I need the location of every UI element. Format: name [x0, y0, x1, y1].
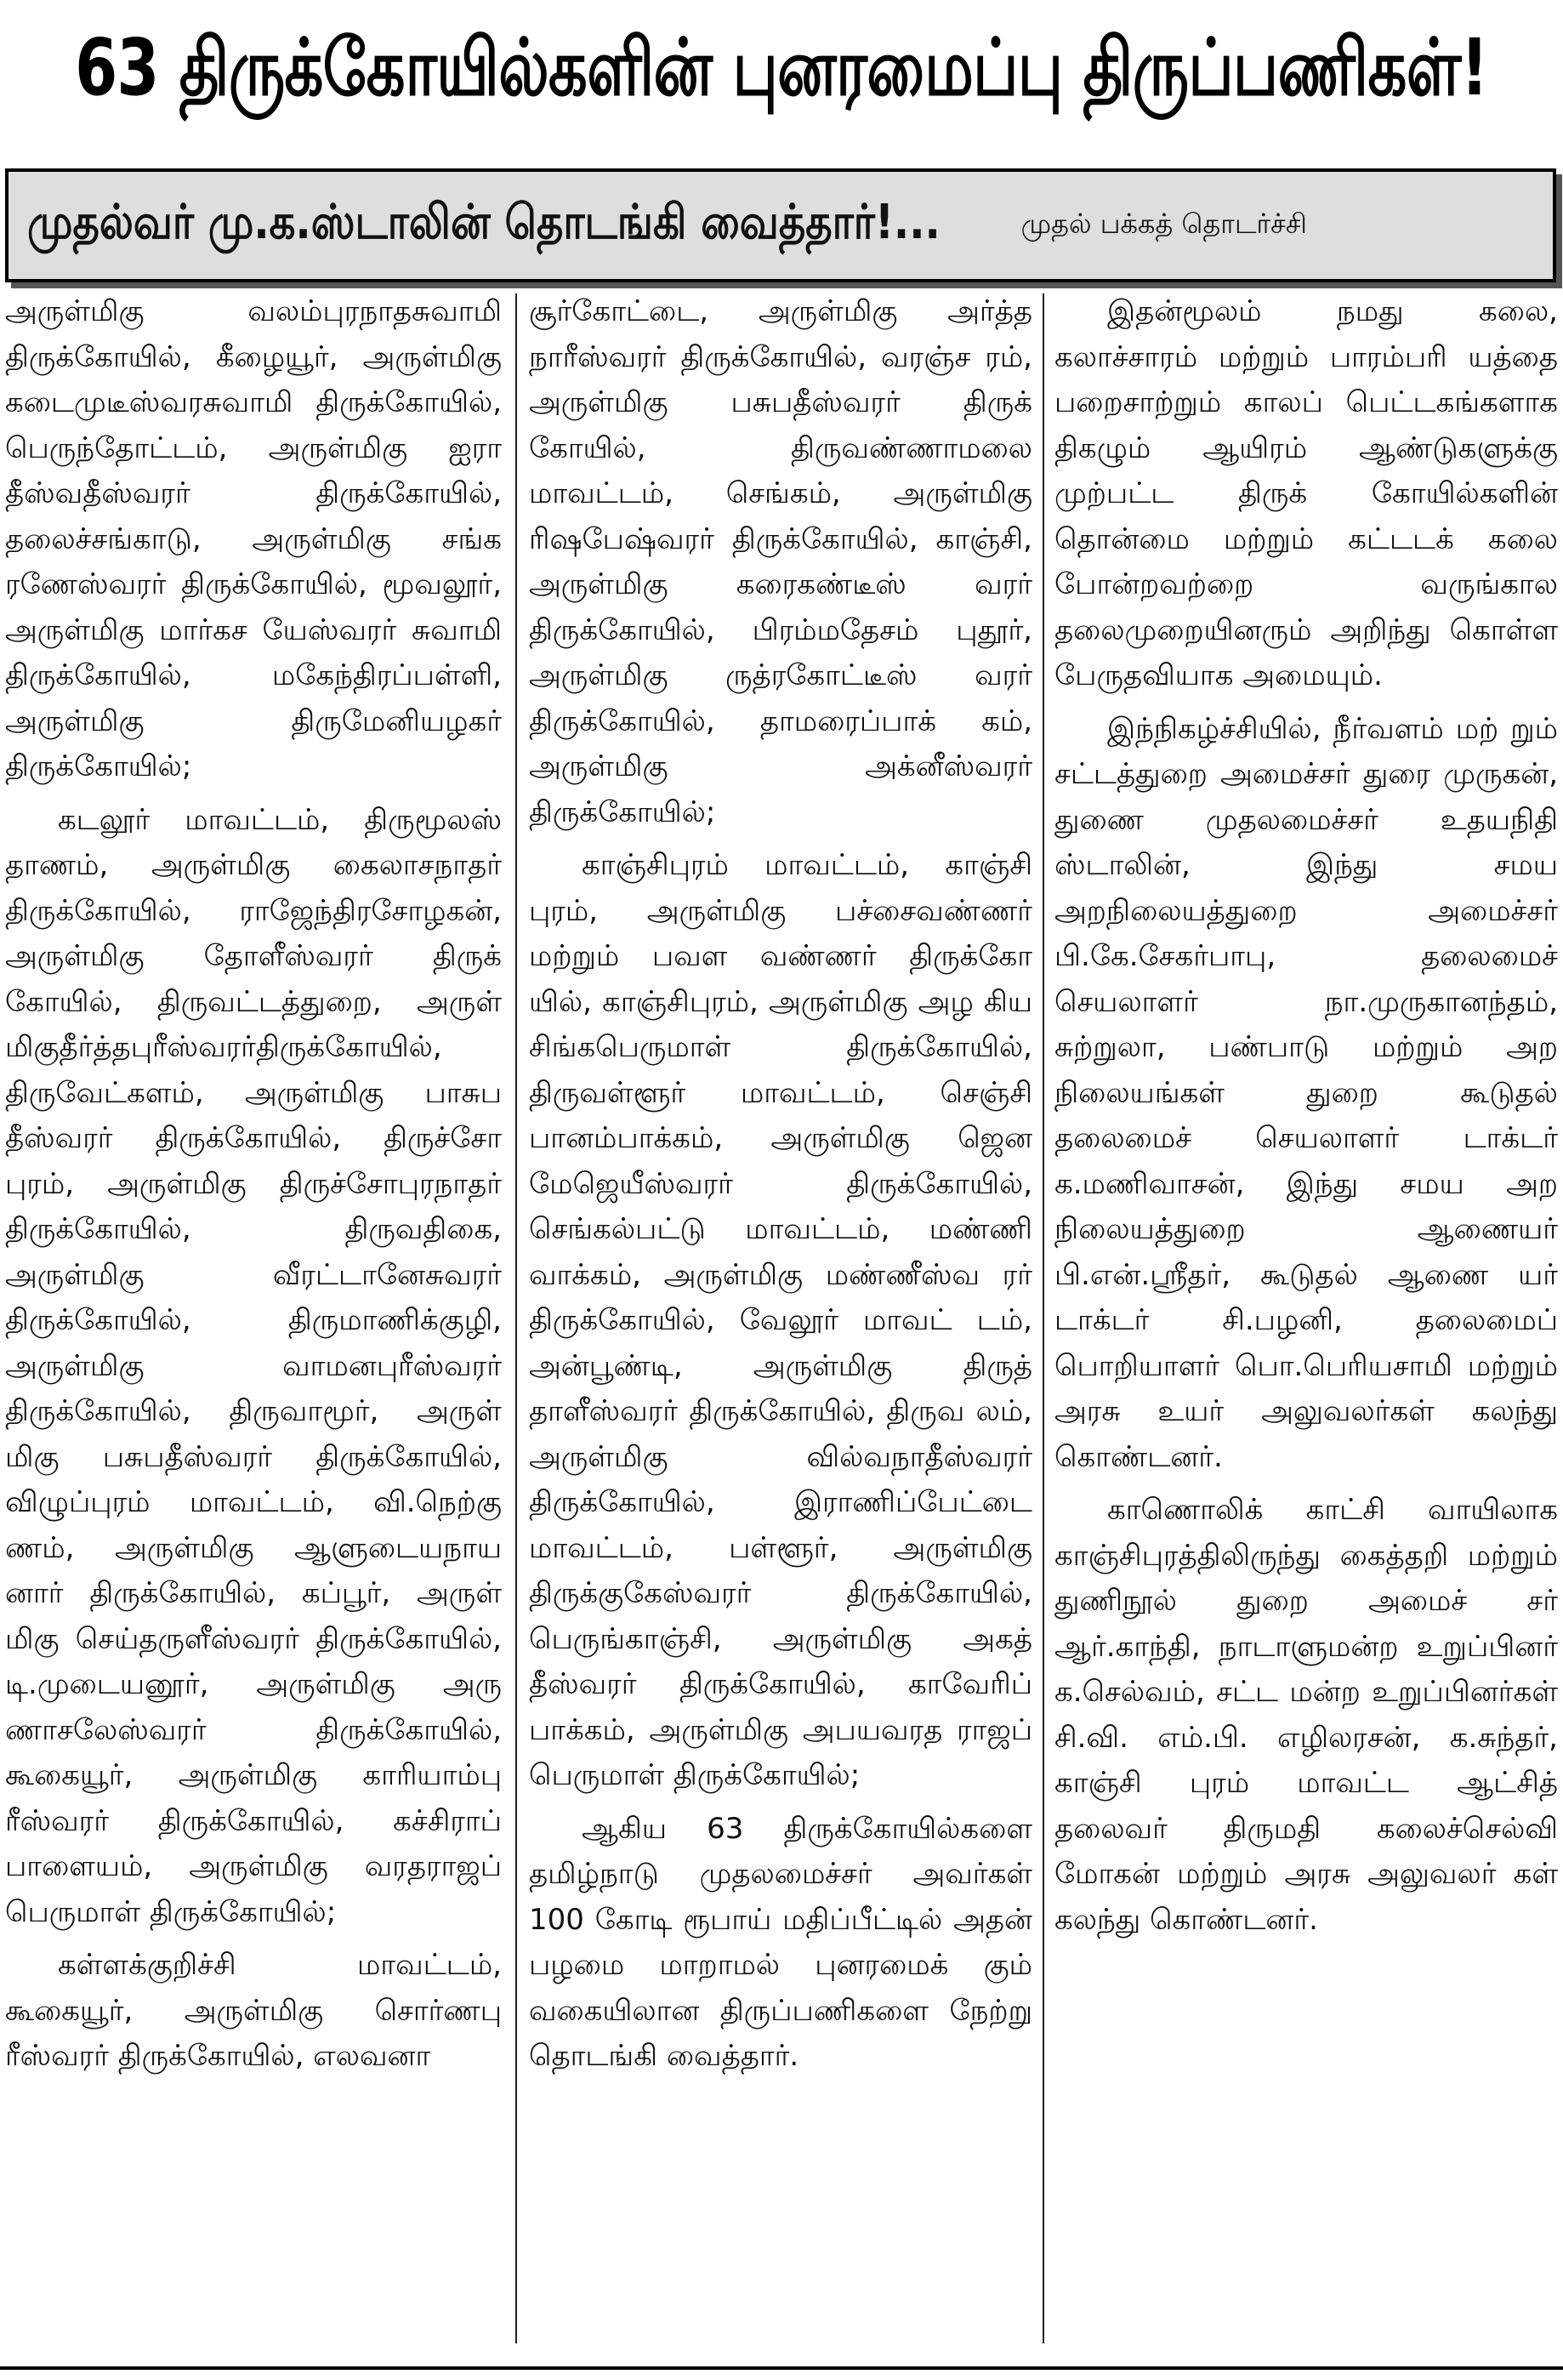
headline-text: 63 திருக்கோயில்களின் புனரமைப்பு திருப்பணிகள்!	[75, 22, 1488, 113]
article-column-2	[529, 289, 1032, 2348]
paragraph: கள்ளக்குறிச்சி மாவட்டம், கூகையூர், அருள்மிகு சொர்ணபு ரீஸ்வரர் திருக்கோயில், எலவனா	[5, 1948, 502, 2073]
subheadline-banner	[5, 168, 1556, 282]
paragraph: கடலூர் மாவட்டம், திருமூலஸ் தாணம், அருள்மிகு கைலாசநாதர் திருக்கோயில், ராஜேந்திரசோழகன், அருள்மிகு தோளீஸ்வரர் திருக் கோயில், திருவட்டத்துறை, அருள் மிகுதீர்த்தபுரீஸ்வரர்திருக்கோயில், திருவேட்களம், அருள்மிகு பாசுப தீஸ்வரர் திருக்கோயில், திருச்சோ புரம், அருள்மிகு திருச்சோபுரநாதர் திருக்கோயில், திருவதிகை, அருள்மிகு வீரட்டானேசுவரர் திருக்கோயில், திருமாணிக்குழி, அருள்மிகு வாமனபுரீஸ்வரர் திருக்கோயில், திருவாமூர், அருள் மிகு பசுபதீஸ்வரர் திருக்கோயில், விழுப்புரம் மாவட்டம், வி.நெற்கு ணம், அருள்மிகு ஆளுடையநாய னார் திருக்கோயில், கப்பூர், அருள் மிகு செய்தருளீஸ்வரர் திருக்கோயில், டி.முடையனூர், அருள்மிகு அரு ணாசலேஸ்வரர் திருக்கோயில், கூகையூர், அருள்மிகு காரியாம்பு ரீஸ்வரர் திருக்கோயில், கச்சிராப் பாளையம், அருள்மிகு வரதராஜப் பெருமாள் திருக்கோயில்;	[5, 802, 502, 1929]
article-column-3	[1054, 289, 1558, 2348]
paragraph: சூர்கோட்டை, அருள்மிகு அர்த்த நாரீஸ்வரர் திருக்கோயில், வரஞ்ச ரம், அருள்மிகு பசுபதீஸ்வரர் திருக் கோயில், திருவண்ணாமலை மாவட்டம், செங்கம், அருள்மிகு ரிஷபேஷ்வரர் திருக்கோயில், காஞ்சி, அருள்மிகு கரைகண்டீஸ் வரர் திருக்கோயில், பிரம்மதேசம் புதூர், அருள்மிகு ருத்ரகோட்டீஸ் வரர் திருக்கோயில், தாமரைப்பாக் கம், அருள்மிகு அக்னீஸ்வரர் திருக்கோயில்;	[529, 294, 1032, 829]
headline	[0, 0, 1563, 136]
column-divider	[515, 293, 517, 2343]
paragraph: இதன்மூலம் நமது கலை, கலாச்சாரம் மற்றும் பாரம்பரி யத்தை பறைசாற்றும் காலப் பெட்டகங்களாக திகழும் ஆயிரம் ஆண்டுகளுக்கு முற்பட்ட திருக் கோயில்களின் தொன்மை மற்றும் கட்டடக் கலை போன்றவற்றை வருங்கால தலைமுறையினரும் அறிந்து கொள்ள பேருதவியாக அமையும்.	[1054, 294, 1558, 692]
article-column-1	[5, 289, 502, 2348]
column-divider	[1043, 293, 1044, 2343]
bottom-rule	[0, 2366, 1563, 2370]
paragraph: ஆகிய 63 திருக்கோயில்களை தமிழ்நாடு முதலமைச்சர் அவர்கள் 100 கோடி ரூபாய் மதிப்பீட்டில் அதன் பழமை மாறாமல் புனரமைக் கும் வகையிலான திருப்பணிகளை நேற்று தொடங்கி வைத்தார்.	[529, 1811, 1032, 2073]
subheadline-main: முதல்வர் மு.க.ஸ்டாலின் தொடங்கி வைத்தார்!...	[27, 195, 941, 250]
paragraph: காஞ்சிபுரம் மாவட்டம், காஞ்சி புரம், அருள்மிகு பச்சைவண்ணர் மற்றும் பவள வண்ணர் திருக்கோ யில், காஞ்சிபுரம், அருள்மிகு அழ கிய சிங்கபெருமாள் திருக்கோயில், திருவள்ளூர் மாவட்டம், செஞ்சி பானம்பாக்கம், அருள்மிகு ஜென மேஜெயீஸ்வரர் திருக்கோயில், செங்கல்பட்டு மாவட்டம், மண்ணி வாக்கம், அருள்மிகு மண்ணீஸ்வ ரர் திருக்கோயில், வேலூர் மாவட் டம், அன்பூண்டி, அருள்மிகு திருத் தாளீஸ்வரர் திருக்கோயில், திருவ லம், அருள்மிகு வில்வநாதீஸ்வரர் திருக்கோயில், இராணிப்பேட்டை மாவட்டம், பள்ளூர், அருள்மிகு திருக்குகேஸ்வரர் திருக்கோயில், பெருங்காஞ்சி, அருள்மிகு அகத் தீஸ்வரர் திருக்கோயில், காவேரிப் பாக்கம், அருள்மிகு அபயவரத ராஜப் பெருமாள் திருக்கோயில்;	[529, 848, 1032, 1792]
paragraph: அருள்மிகு வலம்புரநாதசுவாமி திருக்கோயில், கீழையூர், அருள்மிகு கடைமுடீஸ்வரசுவாமி திருக்கோயில், பெருந்தோட்டம், அருள்மிகு ஐரா தீஸ்வதீஸ்வரர் திருக்கோயில், தலைச்சங்காடு, அருள்மிகு சங்க ரணேஸ்வரர் திருக்கோயில், மூவலூர், அருள்மிகு மார்கச யேஸ்வரர் சுவாமி திருக்கோயில், மகேந்திரப்பள்ளி, அருள்மிகு திருமேனியழகர் திருக்கோயில்;	[5, 294, 502, 783]
paragraph: காணொலிக் காட்சி வாயிலாக காஞ்சிபுரத்திலிருந்து கைத்தறி மற்றும் துணிநூல் துறை அமைச் சர் ஆர்.காந்தி, நாடாளுமன்ற உறுப்பினர் க.செல்வம், சட்ட மன்ற உறுப்பினர்கள் சி.வி. எம்.பி. எழிலரசன், க.சுந்தர், காஞ்சி புரம் மாவட்ட ஆட்சித் தலைவர் திருமதி கலைச்செல்வி மோகன் மற்றும் அரசு அலுவலர் கள் கலந்து கொண்டனர்.	[1054, 1493, 1558, 1937]
continuation-note: முதல் பக்கத் தொடர்ச்சி	[1020, 208, 1307, 240]
paragraph: இந்நிகழ்ச்சியில், நீர்வளம் மற் றும் சட்டத்துறை அமைச்சர் துரை முருகன், துணை முதலமைச்சர் உதயநிதி ஸ்டாலின், இந்து சமய அறநிலையத்துறை அமைச்சர் பி.கே.சேகர்பாபு, தலைமைச் செயலாளர் நா.முருகானந்தம், சுற்றுலா, பண்பாடு மற்றும் அற நிலையங்கள் துறை கூடுதல் தலைமைச் செயலாளர் டாக்டர் க.மணிவாசன், இந்து சமய அற நிலையத்துறை ஆணையர் பி.என்.ஸ்ரீதர், கூடுதல் ஆணை யர் டாக்டர் சி.பழனி, தலைமைப் பொறியாளர் பொ.பெரியசாமி மற்றும் அரசு உயர் அலுவலர்கள் கலந்து கொண்டனர்.	[1054, 711, 1558, 1474]
